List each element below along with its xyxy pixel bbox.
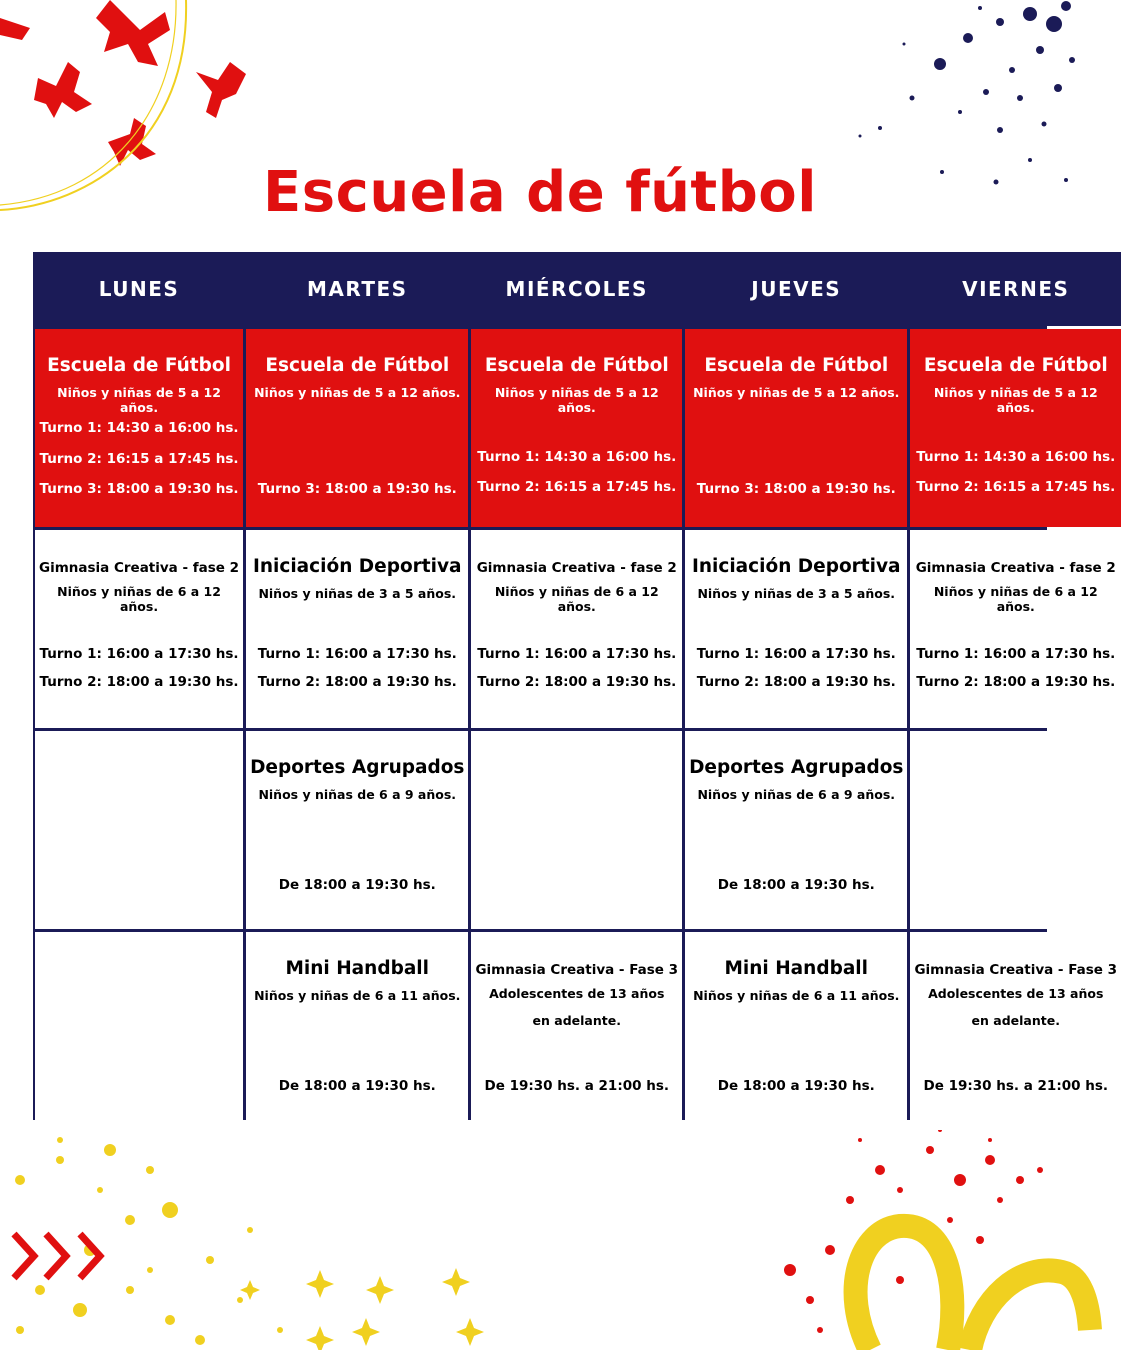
shift-list — [477, 646, 676, 690]
day-header: MARTES — [246, 252, 468, 326]
shift-list — [477, 449, 676, 495]
shift-list — [258, 646, 457, 690]
shift-list — [697, 481, 896, 497]
age-range: Niños y niñas de 5 a 12 años. — [693, 385, 900, 401]
shift-time: Turno 2: 18:00 a 19:30 hs. — [257, 673, 457, 690]
age-range: Niños y niñas de 5 a 12 años. — [494, 385, 659, 415]
shift-time: De 18:00 a 19:30 hs. — [278, 1077, 436, 1094]
shift-time: Turno 2: 18:00 a 19:30 hs. — [696, 673, 896, 690]
age-range: Niños y niñas de 6 a 11 años. — [254, 988, 461, 1004]
shift-list — [718, 1078, 875, 1094]
schedule-cell — [471, 329, 682, 527]
activity-title: Mini Handball — [285, 958, 429, 979]
shift-time: Turno 1: 16:00 a 17:30 hs. — [916, 645, 1116, 662]
schedule-cell — [471, 530, 682, 728]
shift-time: De 18:00 a 19:30 hs. — [278, 876, 436, 893]
age-range: Adolescentes de 13 años en adelante. — [489, 986, 665, 1029]
activity-title: Gimnasia Creativa - Fase 3 — [475, 962, 679, 978]
red-chevrons-icon — [14, 1234, 100, 1278]
shift-list — [40, 646, 239, 690]
activity-title: Deportes Agrupados — [250, 757, 465, 778]
schedule-cell — [910, 329, 1121, 527]
page-title: Escuela de fútbol — [263, 160, 817, 225]
yellow-rings — [856, 1226, 1090, 1350]
shift-time: Turno 1: 14:30 a 16:00 hs. — [39, 420, 239, 437]
activity-title: Escuela de Fútbol — [484, 355, 669, 376]
schedule-cell — [685, 932, 907, 1130]
activity-title: Gimnasia Creativa - fase 2 — [915, 560, 1116, 576]
schedule-cell — [246, 530, 468, 728]
schedule-cell — [246, 329, 468, 527]
schedule-cell — [910, 530, 1121, 728]
shift-list — [279, 877, 436, 893]
shift-time: Turno 2: 16:15 a 17:45 hs. — [916, 478, 1116, 495]
activity-title: Escuela de Fútbol — [265, 355, 450, 376]
shift-time: De 18:00 a 19:30 hs. — [717, 1077, 875, 1094]
shift-list — [718, 877, 875, 893]
shift-time: Turno 2: 16:15 a 17:45 hs. — [477, 478, 677, 495]
day-header: MIÉRCOLES — [471, 252, 682, 326]
shift-time: Turno 1: 16:00 a 17:30 hs. — [477, 645, 677, 662]
shift-list — [697, 646, 896, 690]
age-range: Niños y niñas de 6 a 12 años. — [494, 584, 659, 614]
schedule-cell — [685, 731, 907, 929]
shift-list — [924, 1078, 1108, 1094]
age-range: Niños y niñas de 3 a 5 años. — [258, 586, 457, 602]
empty-cell — [910, 731, 1121, 929]
activity-title: Escuela de Fútbol — [47, 355, 231, 376]
shift-time: De 18:00 a 19:30 hs. — [717, 876, 875, 893]
shift-time: Turno 2: 18:00 a 19:30 hs. — [39, 673, 239, 690]
empty-cell — [35, 731, 243, 929]
yellow-sparkles-icon — [240, 1268, 484, 1350]
activity-title: Gimnasia Creativa - fase 2 — [476, 560, 677, 576]
activity-title: Deportes Agrupados — [689, 757, 904, 778]
shift-time: Turno 3: 18:00 a 19:30 hs. — [696, 480, 896, 497]
empty-cell — [35, 932, 243, 1130]
activity-title: Gimnasia Creativa - fase 2 — [39, 560, 240, 576]
schedule-cell — [246, 731, 468, 929]
activity-title: Gimnasia Creativa - Fase 3 — [914, 962, 1118, 978]
empty-cell — [471, 731, 682, 929]
activity-title: Escuela de Fútbol — [704, 355, 889, 376]
age-range: Niños y niñas de 6 a 9 años. — [697, 787, 896, 803]
shift-time: Turno 1: 16:00 a 17:30 hs. — [39, 645, 239, 662]
shift-list — [279, 1078, 436, 1094]
schedule-cell — [910, 932, 1121, 1130]
shift-time: De 19:30 hs. a 21:00 hs. — [923, 1077, 1108, 1094]
activity-title: Mini Handball — [724, 958, 868, 979]
shift-time: Turno 2: 18:00 a 19:30 hs. — [477, 673, 677, 690]
age-range: Niños y niñas de 5 a 12 años. — [933, 385, 1098, 415]
shift-time: Turno 1: 14:30 a 16:00 hs. — [477, 448, 677, 465]
age-range: Adolescentes de 13 años en adelante. — [928, 986, 1104, 1029]
activity-title: Iniciación Deportiva — [691, 556, 901, 577]
schedule-cell — [35, 329, 243, 527]
age-range: Niños y niñas de 3 a 5 años. — [697, 586, 896, 602]
navy-splatter — [859, 1, 1076, 185]
schedule-cell — [246, 932, 468, 1130]
shift-time: Turno 1: 14:30 a 16:00 hs. — [916, 448, 1116, 465]
activity-title: Iniciación Deportiva — [252, 556, 462, 577]
shift-time: Turno 1: 16:00 a 17:30 hs. — [696, 645, 896, 662]
red-crosses-icon — [0, 0, 246, 166]
schedule-cell — [685, 329, 907, 527]
age-range: Niños y niñas de 6 a 12 años. — [933, 584, 1098, 614]
shift-time: Turno 2: 18:00 a 19:30 hs. — [916, 673, 1116, 690]
day-header: LUNES — [35, 252, 243, 326]
schedule-cell — [685, 530, 907, 728]
shift-time: Turno 3: 18:00 a 19:30 hs. — [39, 480, 239, 497]
age-range: Niños y niñas de 5 a 12 años. — [57, 385, 221, 415]
shift-time: Turno 3: 18:00 a 19:30 hs. — [257, 480, 457, 497]
activity-title: Escuela de Fútbol — [923, 355, 1108, 376]
age-range: Niños y niñas de 6 a 11 años. — [693, 988, 900, 1004]
age-range: Niños y niñas de 5 a 12 años. — [254, 385, 461, 401]
shift-time: Turno 1: 16:00 a 17:30 hs. — [257, 645, 457, 662]
shift-list — [916, 646, 1115, 690]
age-range: Niños y niñas de 6 a 9 años. — [258, 787, 457, 803]
age-range: Niños y niñas de 6 a 12 años. — [57, 584, 221, 614]
shift-time: De 19:30 hs. a 21:00 hs. — [484, 1077, 669, 1094]
shift-list — [258, 481, 457, 497]
shift-list — [916, 449, 1115, 495]
shift-list — [485, 1078, 669, 1094]
shift-list — [40, 420, 239, 497]
schedule-table — [33, 252, 1118, 1120]
day-header: JUEVES — [685, 252, 907, 326]
schedule-cell — [35, 530, 243, 728]
day-header: VIERNES — [910, 252, 1121, 326]
shift-time: Turno 2: 16:15 a 17:45 hs. — [39, 450, 239, 467]
schedule-cell — [471, 932, 682, 1130]
